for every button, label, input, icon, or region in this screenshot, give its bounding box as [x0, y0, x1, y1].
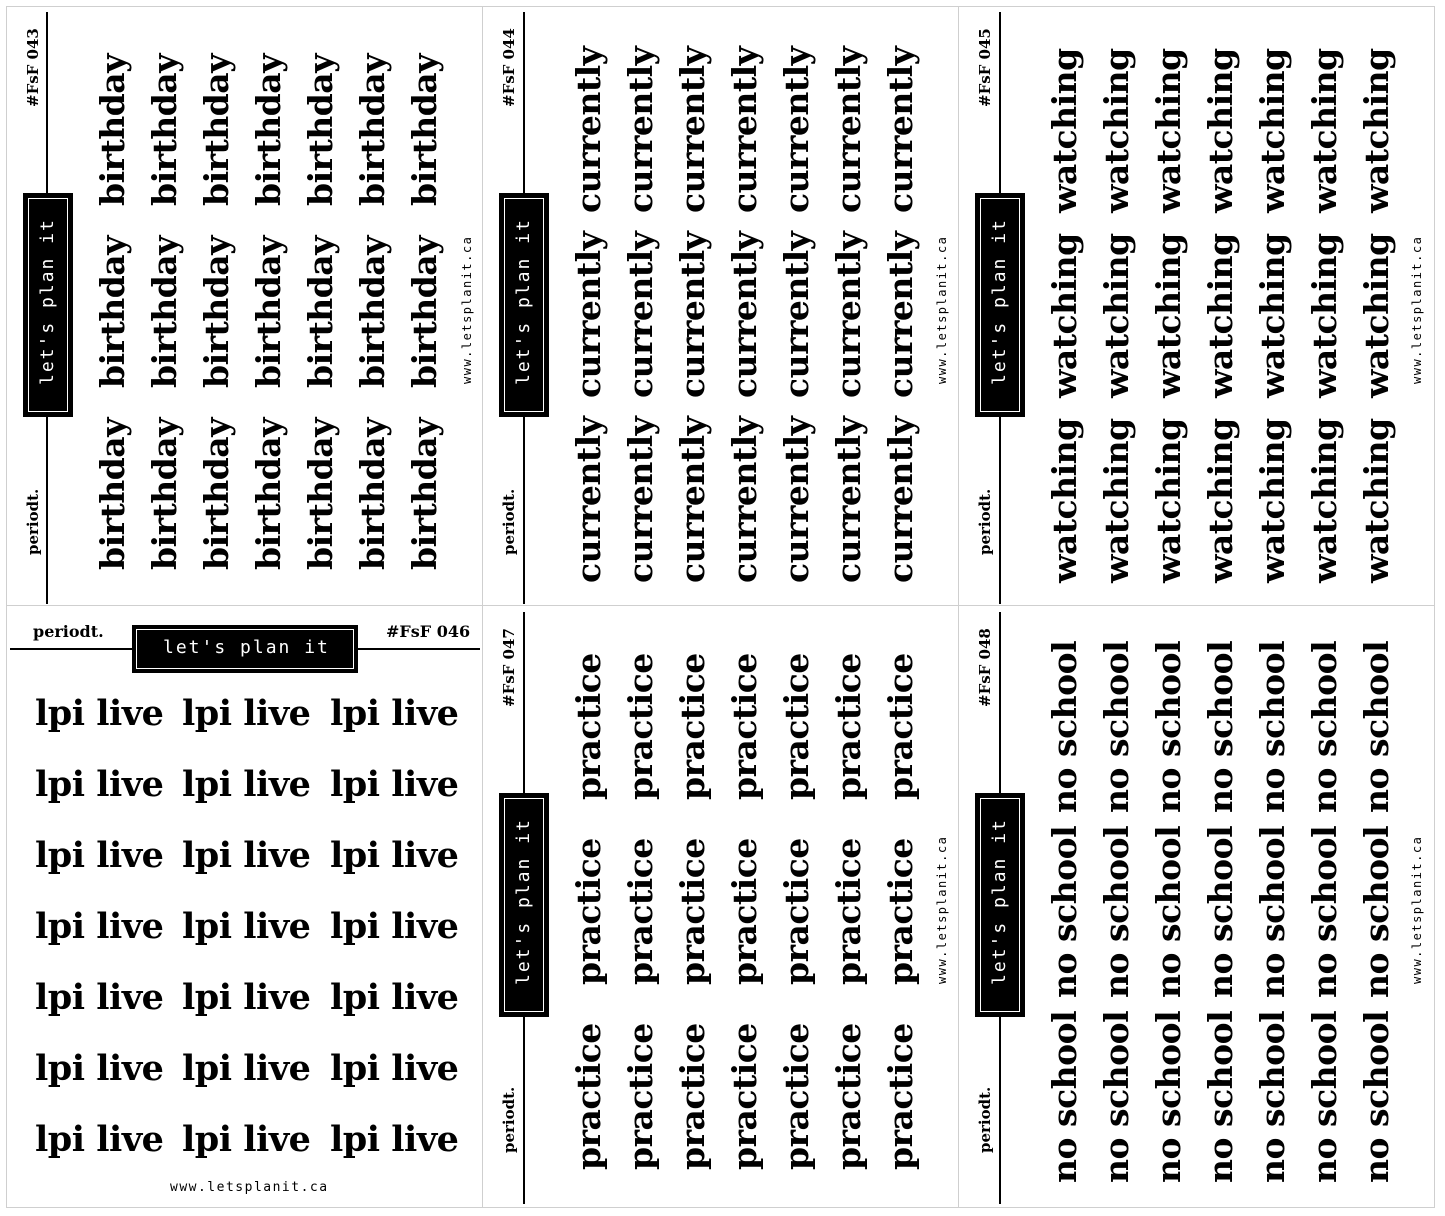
- sticker-word: currently: [881, 231, 920, 398]
- website-url: www.letsplanit.ca: [1410, 835, 1424, 984]
- website-url: www.letsplanit.ca: [935, 235, 949, 384]
- sticker-word: lpi live: [182, 977, 311, 1018]
- sticker-word: no school: [1097, 825, 1136, 998]
- sticker-word: currently: [673, 416, 712, 583]
- sticker-word: no school: [1149, 640, 1188, 813]
- sticker-word: practice: [725, 653, 764, 800]
- sticker-word: practice: [829, 838, 868, 985]
- sticker-word: currently: [725, 46, 764, 213]
- website-url: www.letsplanit.ca: [1410, 235, 1424, 384]
- sticker-word: watching: [1149, 418, 1188, 583]
- sticker-word: practice: [881, 653, 920, 800]
- sticker-word: practice: [673, 653, 712, 800]
- sticker-word: lpi live: [35, 693, 164, 734]
- sticker-word: watching: [1045, 418, 1084, 583]
- sticker-word: birthday: [301, 236, 340, 388]
- tagline: periodt.: [500, 488, 518, 555]
- sticker-word: no school: [1201, 1010, 1240, 1183]
- sticker-word: currently: [725, 416, 764, 583]
- website-url: www.letsplanit.ca: [170, 1180, 329, 1195]
- sticker-word: practice: [777, 838, 816, 985]
- sticker-word: practice: [777, 653, 816, 800]
- sticker-word: birthday: [145, 236, 184, 388]
- tagline: periodt.: [24, 488, 42, 555]
- sticker-word: lpi live: [330, 1119, 459, 1160]
- sticker-word: watching: [1357, 233, 1396, 398]
- sticker-word: lpi live: [330, 977, 459, 1018]
- sticker-word: birthday: [353, 236, 392, 388]
- brand-label-text: let's plan it: [163, 637, 330, 658]
- sticker-word: no school: [1149, 1010, 1188, 1183]
- sticker-word: lpi live: [182, 693, 311, 734]
- sticker-word: lpi live: [330, 1048, 459, 1089]
- sticker-word: birthday: [197, 54, 236, 206]
- tagline: periodt.: [500, 1086, 518, 1153]
- sticker-word: currently: [569, 231, 608, 398]
- sticker-word: birthday: [249, 236, 288, 388]
- tagline: periodt.: [976, 1086, 994, 1153]
- sticker-word: no school: [1253, 825, 1292, 998]
- website-url: www.letsplanit.ca: [935, 835, 949, 984]
- sticker-word: no school: [1305, 640, 1344, 813]
- sticker-word: lpi live: [35, 835, 164, 876]
- sticker-word: birthday: [249, 418, 288, 570]
- sticker-word: currently: [829, 46, 868, 213]
- sticker-word: birthday: [197, 236, 236, 388]
- sticker-word: practice: [621, 838, 660, 985]
- sticker-word: no school: [1045, 640, 1084, 813]
- sticker-word: watching: [1097, 418, 1136, 583]
- sticker-word: watching: [1201, 233, 1240, 398]
- sticker-word: birthday: [353, 54, 392, 206]
- sticker-word: watching: [1045, 233, 1084, 398]
- sticker-word: birthday: [353, 418, 392, 570]
- sheet-code: #FsF 043: [24, 28, 42, 107]
- sticker-word: no school: [1097, 1010, 1136, 1183]
- sticker-word: practice: [621, 1023, 660, 1170]
- sticker-word: currently: [829, 416, 868, 583]
- sheet-code: #FsF 048: [976, 628, 994, 707]
- sticker-word: practice: [569, 1023, 608, 1170]
- sticker-word: watching: [1097, 48, 1136, 213]
- sticker-word: currently: [621, 46, 660, 213]
- sticker-word: watching: [1201, 418, 1240, 583]
- sticker-word: birthday: [93, 418, 132, 570]
- sticker-word: no school: [1357, 825, 1396, 998]
- sticker-word: watching: [1253, 418, 1292, 583]
- sticker-word: lpi live: [182, 764, 311, 805]
- sticker-word: birthday: [93, 236, 132, 388]
- sticker-word: practice: [777, 1023, 816, 1170]
- sticker-word: no school: [1201, 825, 1240, 998]
- sticker-word: currently: [777, 231, 816, 398]
- sticker-word: practice: [881, 838, 920, 985]
- sticker-word: practice: [881, 1023, 920, 1170]
- sticker-word: lpi live: [330, 835, 459, 876]
- sticker-word: lpi live: [35, 906, 164, 947]
- sticker-word: currently: [777, 416, 816, 583]
- sticker-word: no school: [1357, 640, 1396, 813]
- sticker-word: watching: [1253, 48, 1292, 213]
- tagline: periodt.: [33, 622, 104, 641]
- sticker-word: lpi live: [35, 1048, 164, 1089]
- sticker-word: birthday: [145, 418, 184, 570]
- sticker-word: currently: [673, 46, 712, 213]
- sticker-word: no school: [1253, 1010, 1292, 1183]
- sticker-word: watching: [1149, 233, 1188, 398]
- sticker-word: currently: [569, 46, 608, 213]
- sticker-word: practice: [569, 838, 608, 985]
- sticker-word: lpi live: [182, 1048, 311, 1089]
- sticker-word: currently: [881, 46, 920, 213]
- sheet-code: #FsF 045: [976, 28, 994, 107]
- sticker-word: lpi live: [182, 835, 311, 876]
- sticker-word: no school: [1045, 825, 1084, 998]
- sticker-word: practice: [569, 653, 608, 800]
- sticker-word: practice: [621, 653, 660, 800]
- sheet-code: #FsF 047: [500, 628, 518, 707]
- sticker-word: birthday: [197, 418, 236, 570]
- sticker-word: no school: [1201, 640, 1240, 813]
- sticker-word: no school: [1253, 640, 1292, 813]
- sticker-word: lpi live: [35, 1119, 164, 1160]
- sticker-word: practice: [829, 1023, 868, 1170]
- tagline: periodt.: [976, 488, 994, 555]
- sticker-word: no school: [1045, 1010, 1084, 1183]
- sticker-word: watching: [1357, 418, 1396, 583]
- sticker-word: watching: [1305, 233, 1344, 398]
- sticker-word: watching: [1253, 233, 1292, 398]
- sticker-word: lpi live: [35, 977, 164, 1018]
- brand-label-text: let's plan it: [37, 218, 58, 385]
- sticker-word: watching: [1097, 233, 1136, 398]
- sticker-word: watching: [1357, 48, 1396, 213]
- sticker-word: practice: [673, 838, 712, 985]
- sticker-word: birthday: [249, 54, 288, 206]
- sticker-word: currently: [777, 46, 816, 213]
- sticker-word: watching: [1045, 48, 1084, 213]
- brand-label-text: let's plan it: [989, 818, 1010, 985]
- sticker-word: birthday: [301, 54, 340, 206]
- sticker-word: no school: [1305, 1010, 1344, 1183]
- sticker-word: lpi live: [182, 1119, 311, 1160]
- sticker-word: currently: [881, 416, 920, 583]
- sheet-code: #FsF 044: [500, 28, 518, 107]
- sticker-word: currently: [621, 416, 660, 583]
- sticker-word: practice: [673, 1023, 712, 1170]
- sticker-word: watching: [1305, 418, 1344, 583]
- sticker-word: currently: [569, 416, 608, 583]
- sticker-word: practice: [725, 838, 764, 985]
- sticker-word: lpi live: [330, 906, 459, 947]
- sticker-word: birthday: [93, 54, 132, 206]
- sticker-word: birthday: [405, 54, 444, 206]
- sticker-word: watching: [1305, 48, 1344, 213]
- sticker-word: birthday: [145, 54, 184, 206]
- sticker-word: lpi live: [330, 693, 459, 734]
- sticker-word: lpi live: [330, 764, 459, 805]
- sticker-word: no school: [1357, 1010, 1396, 1183]
- sticker-word: no school: [1305, 825, 1344, 998]
- sticker-word: currently: [621, 231, 660, 398]
- sticker-word: watching: [1201, 48, 1240, 213]
- sticker-word: currently: [725, 231, 764, 398]
- brand-label-text: let's plan it: [513, 218, 534, 385]
- website-url: www.letsplanit.ca: [460, 235, 474, 384]
- sticker-word: birthday: [301, 418, 340, 570]
- sticker-word: lpi live: [35, 764, 164, 805]
- sheet-code: #FsF 046: [386, 622, 471, 641]
- brand-label-text: let's plan it: [513, 818, 534, 985]
- sticker-word: birthday: [405, 236, 444, 388]
- sticker-word: no school: [1097, 640, 1136, 813]
- sticker-word: lpi live: [182, 906, 311, 947]
- sticker-word: practice: [725, 1023, 764, 1170]
- sticker-word: watching: [1149, 48, 1188, 213]
- sticker-word: no school: [1149, 825, 1188, 998]
- sticker-word: birthday: [405, 418, 444, 570]
- sticker-word: currently: [829, 231, 868, 398]
- sticker-word: practice: [829, 653, 868, 800]
- brand-label-text: let's plan it: [989, 218, 1010, 385]
- sticker-word: currently: [673, 231, 712, 398]
